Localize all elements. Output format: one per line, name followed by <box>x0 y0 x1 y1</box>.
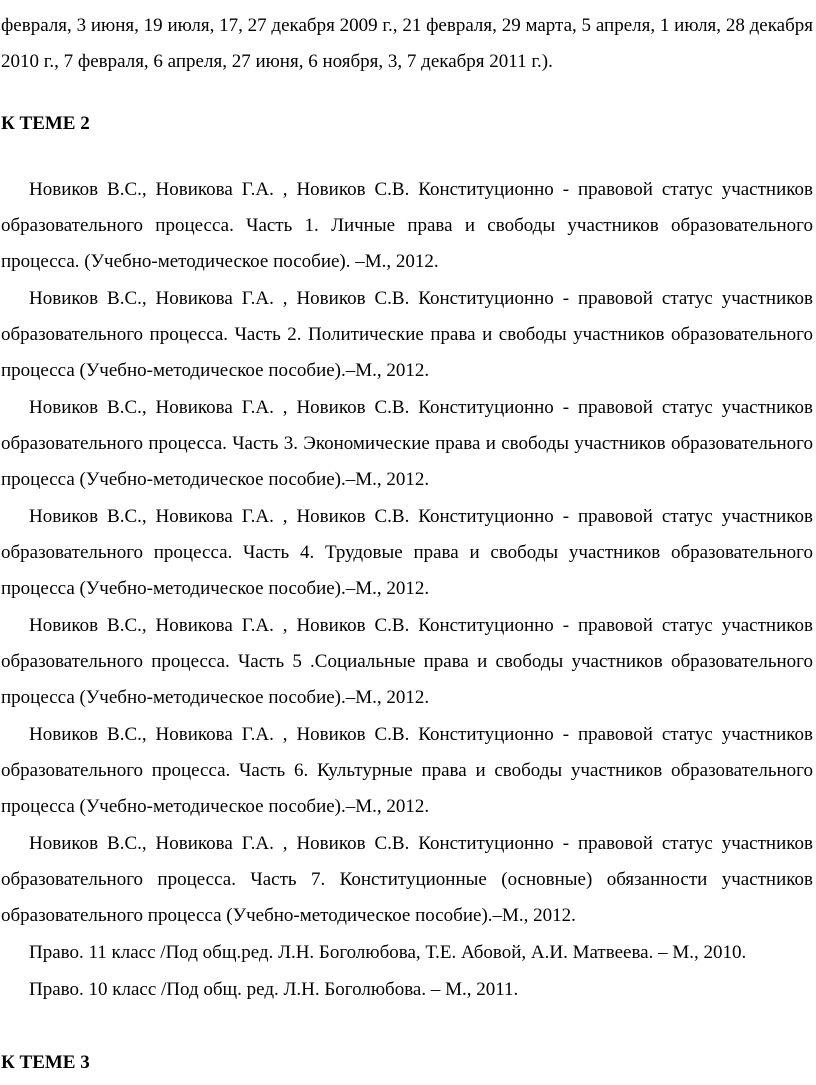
reference-item: Новиков В.С., Новикова Г.А. , Новиков С.В. Конституционно - правовой статус участников образовательного процесса. Часть 6. Культурные права и свободы участников образовательного процесса (Учебно-методическое пособие).–М., 2012. <box>1 724 813 817</box>
reference-item: Новиков В.С., Новикова Г.А. , Новиков С.В. Конституционно - правовой статус участников образовательного процесса. Часть 7. Конституционные (основные) обязанности участников образовательного процесса (Учебно-методическое пособие).–М., 2012. <box>1 833 813 926</box>
reference-item: Право. 11 класс /Под общ.ред. Л.Н. Боголюбова, Т.Е. Абовой, А.И. Матвеева. – М., 2010. <box>29 942 747 963</box>
reference-list <box>1 172 813 1009</box>
lead-paragraph: февраля, 3 июня, 19 июля, 17, 27 декабря 2009 г., 21 февраля, 29 марта, 5 апреля, 1 июля, 28 декабря 2010 г., 7 февраля, 6 апреля, 27 июня, 6 ноября, 3, 7 декабря 2011 г.). <box>1 15 813 72</box>
reference-item: Новиков В.С., Новикова Г.А. , Новиков С.В. Конституционно - правовой статус участников образовательного процесса. Часть 3. Экономические права и свободы участников образовательного процесса (Учебно-методическое пособие).–М., 2012. <box>1 397 813 490</box>
section-heading-theme-2: К ТЕМЕ 2 <box>1 113 90 134</box>
section-heading-theme-3: К ТЕМЕ 3 <box>1 1052 90 1073</box>
reference-item: Новиков В.С., Новикова Г.А. , Новиков С.В. Конституционно - правовой статус участников образовательного процесса. Часть 2. Политические права и свободы участников образовательного процесса (Учебно-методическое пособие).–М., 2012. <box>1 288 813 381</box>
reference-item: Новиков В.С., Новикова Г.А. , Новиков С.В. Конституционно - правовой статус участников образовательного процесса. Часть 1. Личные права и свободы участников образовательного процесса. (Учебно-методическое пособие). –М., 2012. <box>1 179 813 272</box>
reference-item: Новиков В.С., Новикова Г.А. , Новиков С.В. Конституционно - правовой статус участников образовательного процесса. Часть 4. Трудовые права и свободы участников образовательного процесса (Учебно-методическое пособие).–М., 2012. <box>1 506 813 599</box>
reference-item: Новиков В.С., Новикова Г.А. , Новиков С.В. Конституционно - правовой статус участников образовательного процесса. Часть 5 .Социальные права и свободы участников образовательного процесса (Учебно-методическое пособие).–М., 2012. <box>1 615 813 708</box>
reference-item: Право. 10 класс /Под общ. ред. Л.Н. Боголюбова. – М., 2011. <box>29 979 519 1000</box>
